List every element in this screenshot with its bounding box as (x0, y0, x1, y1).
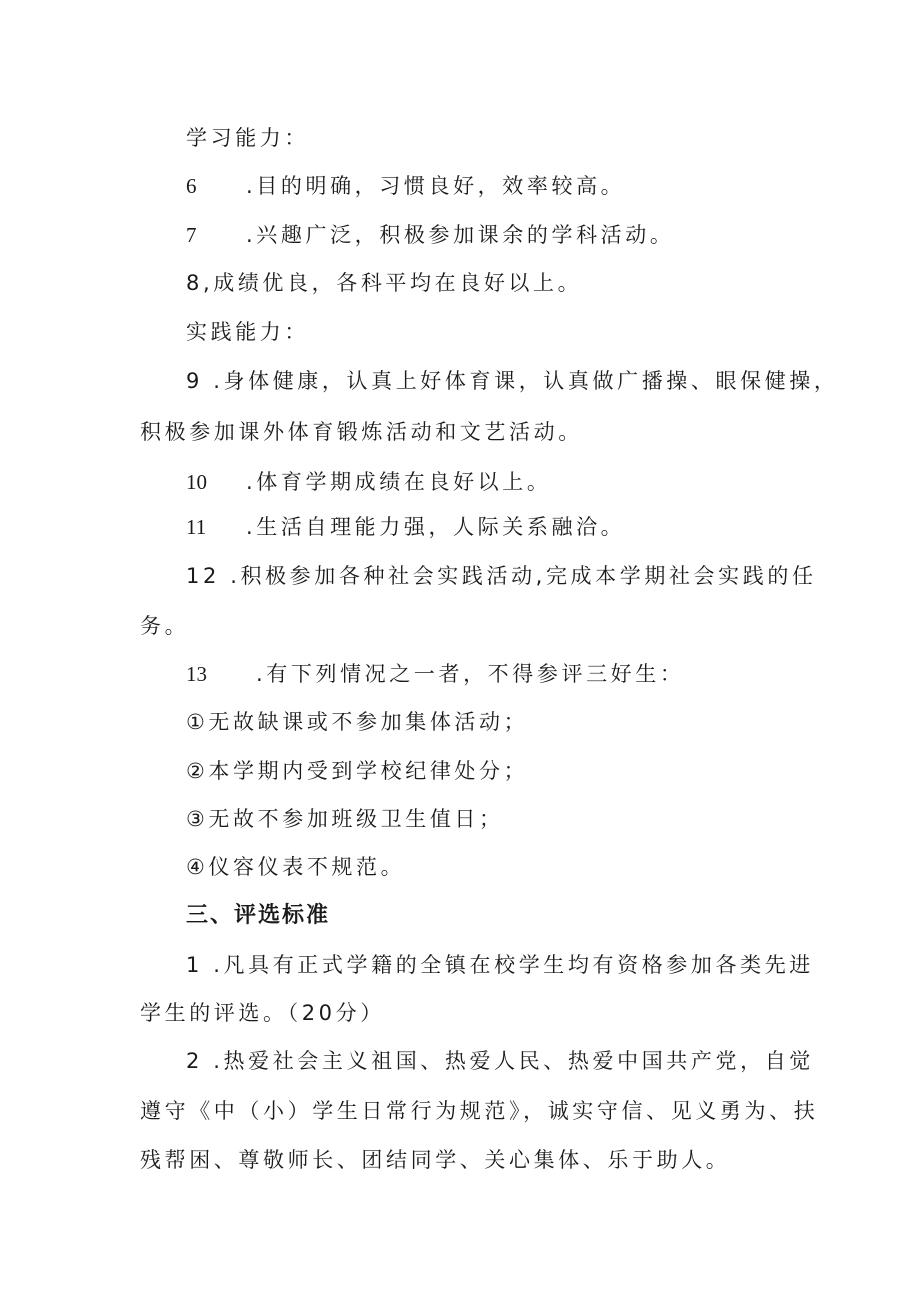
heading-text: 三、评选标准 (186, 903, 331, 928)
line-text: 9 .身体健康，认真上好体育课，认真做广播操、眼保健操， (186, 369, 839, 393)
line-text: 残帮困、尊敬师长、团结同学、关心集体、乐于助人。 (140, 1148, 731, 1172)
line-text: 遵守《中（小）学生日常行为规范》，诚实守信、见义勇为、扶 (140, 1099, 819, 1123)
item-number: 13 (186, 662, 207, 686)
line-text: 2 .热爱社会主义祖国、热爱人民、热爱中国共产党，自觉 (186, 1049, 814, 1073)
list-item-11 (186, 513, 625, 541)
line-text: .体育学期成绩在良好以上。 (246, 470, 552, 494)
list-item-6 (186, 172, 625, 200)
criteria-item-1 (186, 951, 814, 979)
criteria-item-2 (186, 1047, 814, 1075)
line-text: 务。 (140, 614, 190, 638)
list-item-12-cont (140, 612, 189, 640)
line-text: 学习能力： (186, 126, 309, 150)
line-text: ④仪容仪表不规范。 (186, 855, 406, 879)
section-label-learning (186, 124, 309, 152)
line-text: .兴趣广泛，积极参加课余的学科活动。 (246, 223, 675, 247)
list-item-8 (186, 269, 582, 297)
line-text: 8,成绩优良，各科平均在良好以上。 (186, 271, 583, 295)
line-text: ③无故不参加班级卫生值日； (186, 807, 504, 831)
list-item-9 (186, 367, 839, 395)
condition-2 (186, 757, 528, 785)
item-number: 10 (186, 470, 207, 494)
section-label-practice (186, 318, 309, 346)
line-text: .有下列情况之一者，不得参评三好生： (256, 662, 685, 686)
item-number: 11 (186, 515, 207, 539)
item-number: 7 (186, 223, 197, 247)
list-item-9-cont (140, 418, 583, 446)
list-item-13 (186, 660, 684, 688)
section-heading-criteria (186, 902, 330, 930)
list-item-12 (186, 562, 817, 590)
line-text: .生活自理能力强，人际关系融洽。 (246, 515, 626, 539)
list-item-7 (186, 221, 674, 249)
line-text: 实践能力： (186, 320, 309, 344)
line-text: ②本学期内受到学校纪律处分； (186, 759, 529, 783)
line-text: 积极参加课外体育锻炼活动和文艺活动。 (140, 420, 583, 444)
line-text: ①无故缺课或不参加集体活动； (186, 710, 529, 734)
condition-1 (186, 708, 528, 736)
criteria-item-2-cont-a (140, 1097, 818, 1125)
list-item-10 (186, 468, 551, 496)
criteria-item-2-cont-b (140, 1146, 730, 1174)
line-text: 学生的评选。（20分） (140, 1001, 385, 1025)
line-text: 1 .凡具有正式学籍的全镇在校学生均有资格参加各类先进 (186, 953, 814, 977)
line-text: 12 .积极参加各种社会实践活动,完成本学期社会实践的任 (186, 564, 817, 588)
condition-3 (186, 805, 504, 833)
condition-4 (186, 853, 405, 881)
item-number: 6 (186, 174, 197, 198)
criteria-item-1-cont (140, 999, 385, 1027)
line-text: .目的明确，习惯良好，效率较高。 (246, 174, 626, 198)
